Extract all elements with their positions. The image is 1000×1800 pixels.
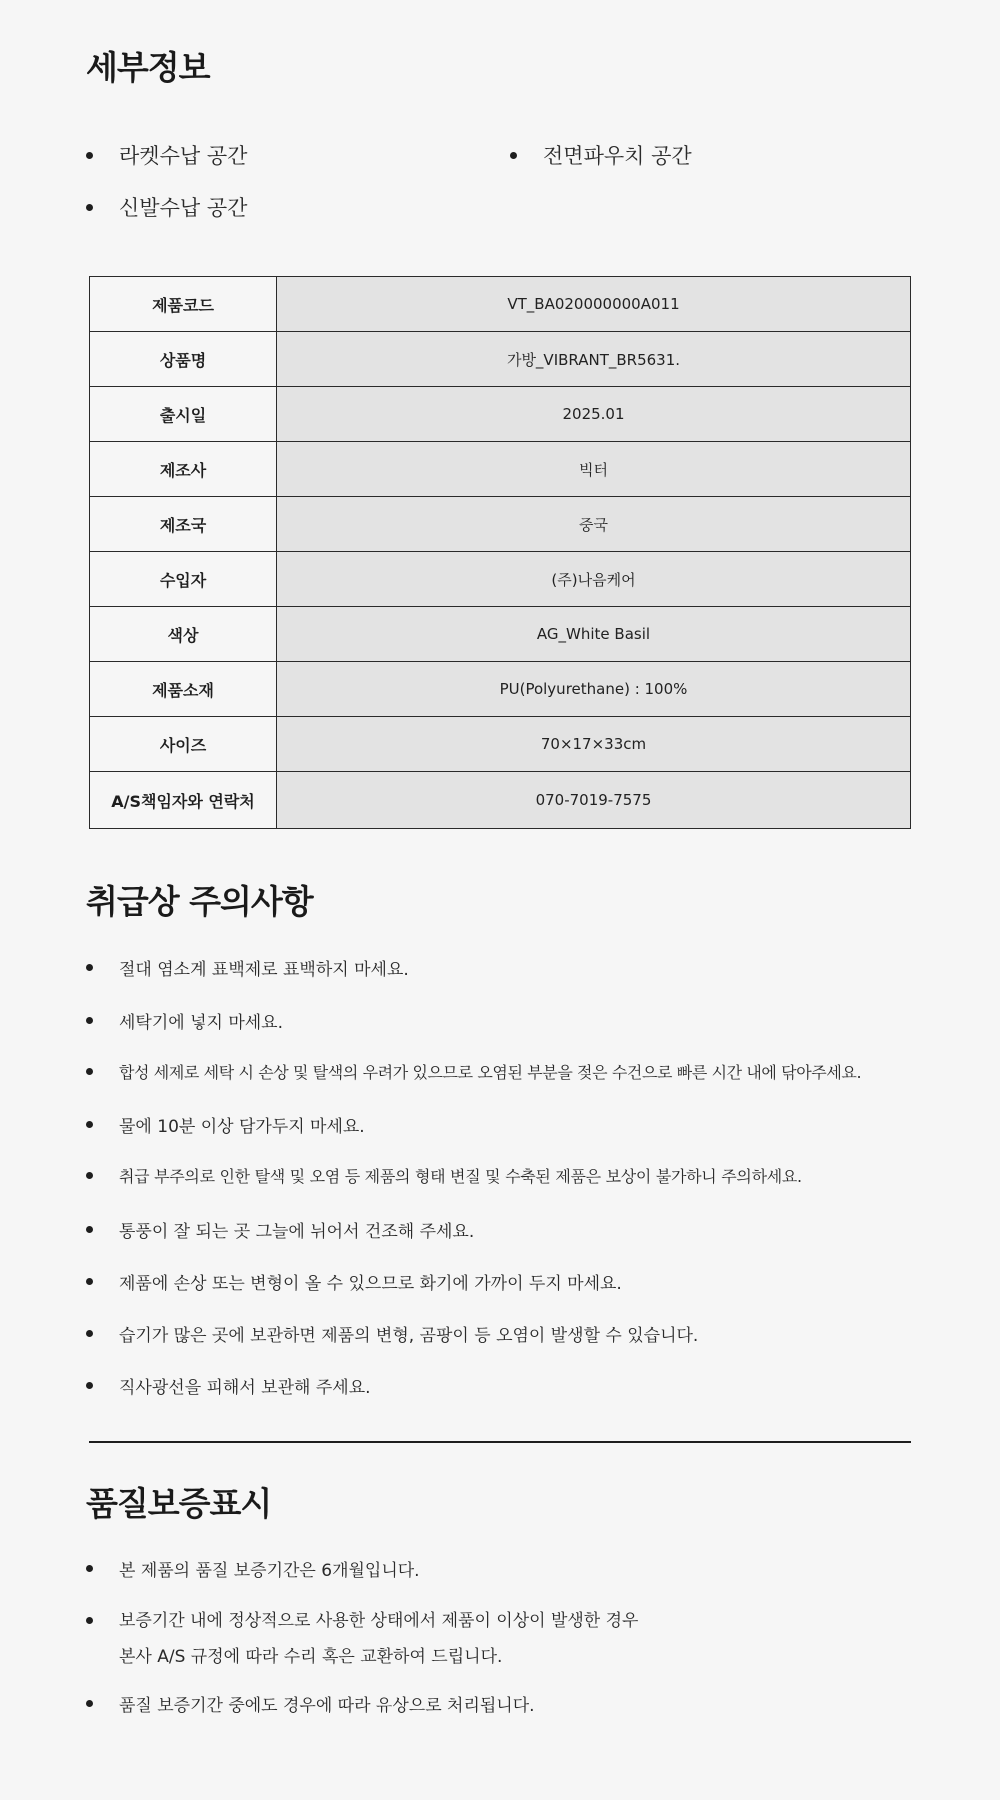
care-text: 합성 세제로 세탁 시 손상 및 탈색의 우려가 있으므로 오염된 부분을 젖은 수건으로 빠른 시간 내에 닦아주세요. xyxy=(119,1063,862,1082)
bullet-icon xyxy=(86,1278,93,1285)
list-item xyxy=(86,1373,371,1398)
spec-label: 사이즈 xyxy=(90,717,277,772)
care-text: 물에 10분 이상 담가두지 마세요. xyxy=(119,1117,365,1137)
feature-item xyxy=(86,140,247,170)
bullet-icon xyxy=(86,1121,93,1128)
spec-label: 수입자 xyxy=(90,552,277,607)
spec-label: 제품소재 xyxy=(90,662,277,717)
care-text: 통풍이 잘 되는 곳 그늘에 뉘어서 건조해 주세요. xyxy=(119,1222,475,1242)
spec-label: 상품명 xyxy=(90,332,277,387)
table-row xyxy=(90,442,911,497)
feature-label: 신발수납 공간 xyxy=(119,196,248,220)
list-item xyxy=(86,1603,638,1675)
list-item xyxy=(86,955,409,980)
details-title: 세부정보 xyxy=(86,48,210,87)
table-row xyxy=(90,332,911,387)
care-text: 세탁기에 넣지 마세요. xyxy=(119,1013,284,1033)
feature-item xyxy=(510,140,692,170)
bullet-icon xyxy=(86,204,93,211)
spec-table xyxy=(89,276,911,829)
list-item xyxy=(86,1164,802,1187)
care-title: 취급상 주의사항 xyxy=(86,882,313,921)
table-row xyxy=(90,607,911,662)
table-row xyxy=(90,662,911,717)
warranty-title: 품질보증표시 xyxy=(86,1484,272,1523)
feature-item xyxy=(86,192,247,222)
care-text: 취급 부주의로 인한 탈색 및 오염 등 제품의 형태 변질 및 수축된 제품은 보상이 불가하니 주의하세요. xyxy=(119,1167,802,1186)
spec-value: VT_BA020000000A011 xyxy=(277,277,911,332)
table-row xyxy=(90,277,911,332)
care-text: 직사광선을 피해서 보관해 주세요. xyxy=(119,1378,371,1398)
bullet-icon xyxy=(86,152,93,159)
care-text: 절대 염소계 표백제로 표백하지 마세요. xyxy=(119,960,409,980)
table-row xyxy=(90,772,911,829)
feature-label: 라켓수납 공간 xyxy=(119,144,248,168)
spec-value: 070-7019-7575 xyxy=(277,772,911,829)
spec-value: PU(Polyurethane) : 100% xyxy=(277,662,911,717)
list-item xyxy=(86,1321,698,1346)
spec-value: (주)나음케어 xyxy=(277,552,911,607)
spec-label: 제조사 xyxy=(90,442,277,497)
spec-label: 출시일 xyxy=(90,387,277,442)
list-item xyxy=(86,1112,365,1137)
spec-label: 색상 xyxy=(90,607,277,662)
spec-value: 70×17×33cm xyxy=(277,717,911,772)
table-row xyxy=(90,497,911,552)
bullet-icon xyxy=(86,1330,93,1337)
bullet-icon xyxy=(510,152,517,159)
list-item xyxy=(86,1008,283,1033)
spec-value: 중국 xyxy=(277,497,911,552)
warranty-line: 보증기간 내에 정상적으로 사용한 상태에서 제품이 이상이 발생한 경우 xyxy=(119,1611,639,1631)
bullet-icon xyxy=(86,1382,93,1389)
list-item xyxy=(86,1556,420,1581)
table-row xyxy=(90,552,911,607)
spec-label: A/S책임자와 연락처 xyxy=(90,772,277,829)
bullet-icon xyxy=(86,1068,93,1075)
bullet-icon xyxy=(86,1017,93,1024)
warranty-text: 품질 보증기간 중에도 경우에 따라 유상으로 처리됩니다. xyxy=(119,1696,535,1716)
spec-value: AG_White Basil xyxy=(277,607,911,662)
warranty-text: 본 제품의 품질 보증기간은 6개월입니다. xyxy=(119,1561,420,1581)
spec-label: 제품코드 xyxy=(90,277,277,332)
spec-value: 가방_VIBRANT_BR5631. xyxy=(277,332,911,387)
care-text: 제품에 손상 또는 변형이 올 수 있으므로 화기에 가까이 두지 마세요. xyxy=(119,1274,622,1294)
section-divider xyxy=(89,1441,911,1443)
bullet-icon xyxy=(86,1700,93,1707)
care-text: 습기가 많은 곳에 보관하면 제품의 변형, 곰팡이 등 오염이 발생할 수 있습니다. xyxy=(119,1326,699,1346)
bullet-icon xyxy=(86,1565,93,1572)
feature-label: 전면파우치 공간 xyxy=(543,144,692,168)
bullet-icon xyxy=(86,1226,93,1233)
list-item xyxy=(86,1060,861,1083)
table-row xyxy=(90,717,911,772)
table-row xyxy=(90,387,911,442)
list-item xyxy=(86,1691,535,1716)
warranty-text xyxy=(119,1603,638,1675)
spec-value: 빅터 xyxy=(277,442,911,497)
spec-value: 2025.01 xyxy=(277,387,911,442)
bullet-icon xyxy=(86,964,93,971)
warranty-line: 본사 A/S 규정에 따라 수리 혹은 교환하여 드립니다. xyxy=(119,1647,503,1667)
list-item xyxy=(86,1217,474,1242)
list-item xyxy=(86,1269,622,1294)
spec-label: 제조국 xyxy=(90,497,277,552)
bullet-icon xyxy=(86,1172,93,1179)
bullet-icon xyxy=(86,1617,93,1624)
